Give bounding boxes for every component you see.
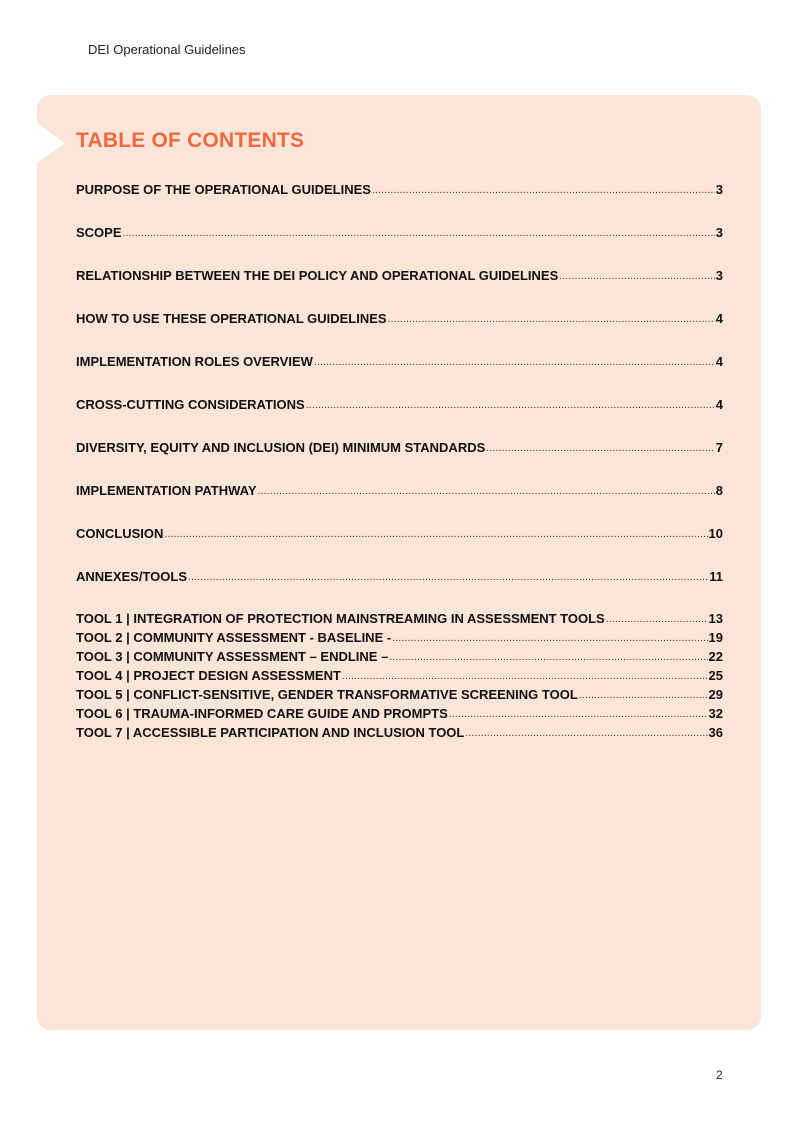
page-number: 2 <box>716 1068 723 1082</box>
toc-entry-title: TOOL 3 | COMMUNITY ASSESSMENT – ENDLINE – <box>76 649 389 664</box>
dot-leader <box>123 228 715 240</box>
toc-entry[interactable] <box>76 397 723 412</box>
toc-entry-title: CROSS-CUTTING CONSIDERATIONS <box>76 397 305 412</box>
toc-tool-entry[interactable] <box>76 725 723 740</box>
panel-notch <box>37 123 67 163</box>
toc-entry-page: 11 <box>709 569 723 584</box>
toc-entry-title: SCOPE <box>76 225 122 240</box>
toc-entry-title: HOW TO USE THESE OPERATIONAL GUIDELINES <box>76 311 387 326</box>
dot-leader <box>314 357 715 369</box>
toc-tool-entry[interactable] <box>76 668 723 683</box>
toc-entry-title: IMPLEMENTATION PATHWAY <box>76 483 257 498</box>
dot-leader <box>388 314 715 326</box>
toc-tool-entry[interactable] <box>76 687 723 702</box>
dot-leader <box>465 728 707 740</box>
toc-entry[interactable] <box>76 225 723 240</box>
toc-entry-page: 10 <box>708 526 723 541</box>
toc-entry[interactable] <box>76 182 723 197</box>
toc-entry[interactable] <box>76 569 723 584</box>
toc-entry-page: 3 <box>715 268 723 283</box>
toc-entry-page: 19 <box>708 630 723 645</box>
dot-leader <box>342 671 708 683</box>
toc-entry[interactable] <box>76 483 723 498</box>
toc-entry-title: IMPLEMENTATION ROLES OVERVIEW <box>76 354 313 369</box>
toc-entry-page: 36 <box>708 725 723 740</box>
dot-leader <box>188 572 708 584</box>
toc-entry[interactable] <box>76 354 723 369</box>
toc-entry[interactable] <box>76 268 723 283</box>
toc-entry-title: TOOL 4 | PROJECT DESIGN ASSESSMENT <box>76 668 341 683</box>
dot-leader <box>486 443 714 455</box>
dot-leader <box>258 486 715 498</box>
toc-entry-page: 4 <box>715 397 723 412</box>
toc-tool-entry[interactable] <box>76 630 723 645</box>
toc-entry-page: 22 <box>708 649 723 664</box>
dot-leader <box>392 633 707 645</box>
toc-entry-title: TOOL 6 | TRAUMA-INFORMED CARE GUIDE AND PROMPTS <box>76 706 448 721</box>
toc-title: TABLE OF CONTENTS <box>76 129 305 152</box>
toc-entry-title: TOOL 1 | INTEGRATION OF PROTECTION MAINSTREAMING IN ASSESSMENT TOOLS <box>76 611 605 626</box>
dot-leader <box>449 709 708 721</box>
toc-tool-entry[interactable] <box>76 649 723 664</box>
toc-entry-page: 8 <box>715 483 723 498</box>
dot-leader <box>164 529 707 541</box>
toc-entry[interactable] <box>76 526 723 541</box>
toc-entry[interactable] <box>76 311 723 326</box>
toc-entry-page: 3 <box>715 182 723 197</box>
toc-entry-page: 4 <box>715 311 723 326</box>
toc-entry-title: TOOL 2 | COMMUNITY ASSESSMENT - BASELINE - <box>76 630 392 645</box>
toc-entry-page: 25 <box>708 668 723 683</box>
toc-tool-entry[interactable] <box>76 611 723 626</box>
dot-leader <box>389 652 707 664</box>
dot-leader <box>579 690 708 702</box>
toc-tool-entry[interactable] <box>76 706 723 721</box>
toc-entry-page: 3 <box>715 225 723 240</box>
toc-entry-title: TOOL 7 | ACCESSIBLE PARTICIPATION AND INCLUSION TOOL <box>76 725 465 740</box>
toc-entry-page: 32 <box>708 706 723 721</box>
toc-entry-title: TOOL 5 | CONFLICT-SENSITIVE, GENDER TRANSFORMATIVE SCREENING TOOL <box>76 687 578 702</box>
dot-leader <box>559 271 715 283</box>
toc-entry-title: RELATIONSHIP BETWEEN THE DEI POLICY AND OPERATIONAL GUIDELINES <box>76 268 559 283</box>
dot-leader <box>372 185 715 197</box>
dot-leader <box>606 614 708 626</box>
toc-entry-page: 13 <box>708 611 723 626</box>
toc-entry-title: DIVERSITY, EQUITY AND INCLUSION (DEI) MINIMUM STANDARDS <box>76 440 486 455</box>
toc-panel <box>37 95 761 1030</box>
dot-leader <box>306 400 715 412</box>
toc-entry-page: 7 <box>715 440 723 455</box>
toc-entry-page: 4 <box>715 354 723 369</box>
running-header: DEI Operational Guidelines <box>88 42 246 57</box>
toc-entry-title: CONCLUSION <box>76 526 164 541</box>
toc-entry-title: ANNEXES/TOOLS <box>76 569 188 584</box>
toc-entry-title: PURPOSE OF THE OPERATIONAL GUIDELINES <box>76 182 371 197</box>
toc-entry-page: 29 <box>708 687 723 702</box>
toc-entry[interactable] <box>76 440 723 455</box>
